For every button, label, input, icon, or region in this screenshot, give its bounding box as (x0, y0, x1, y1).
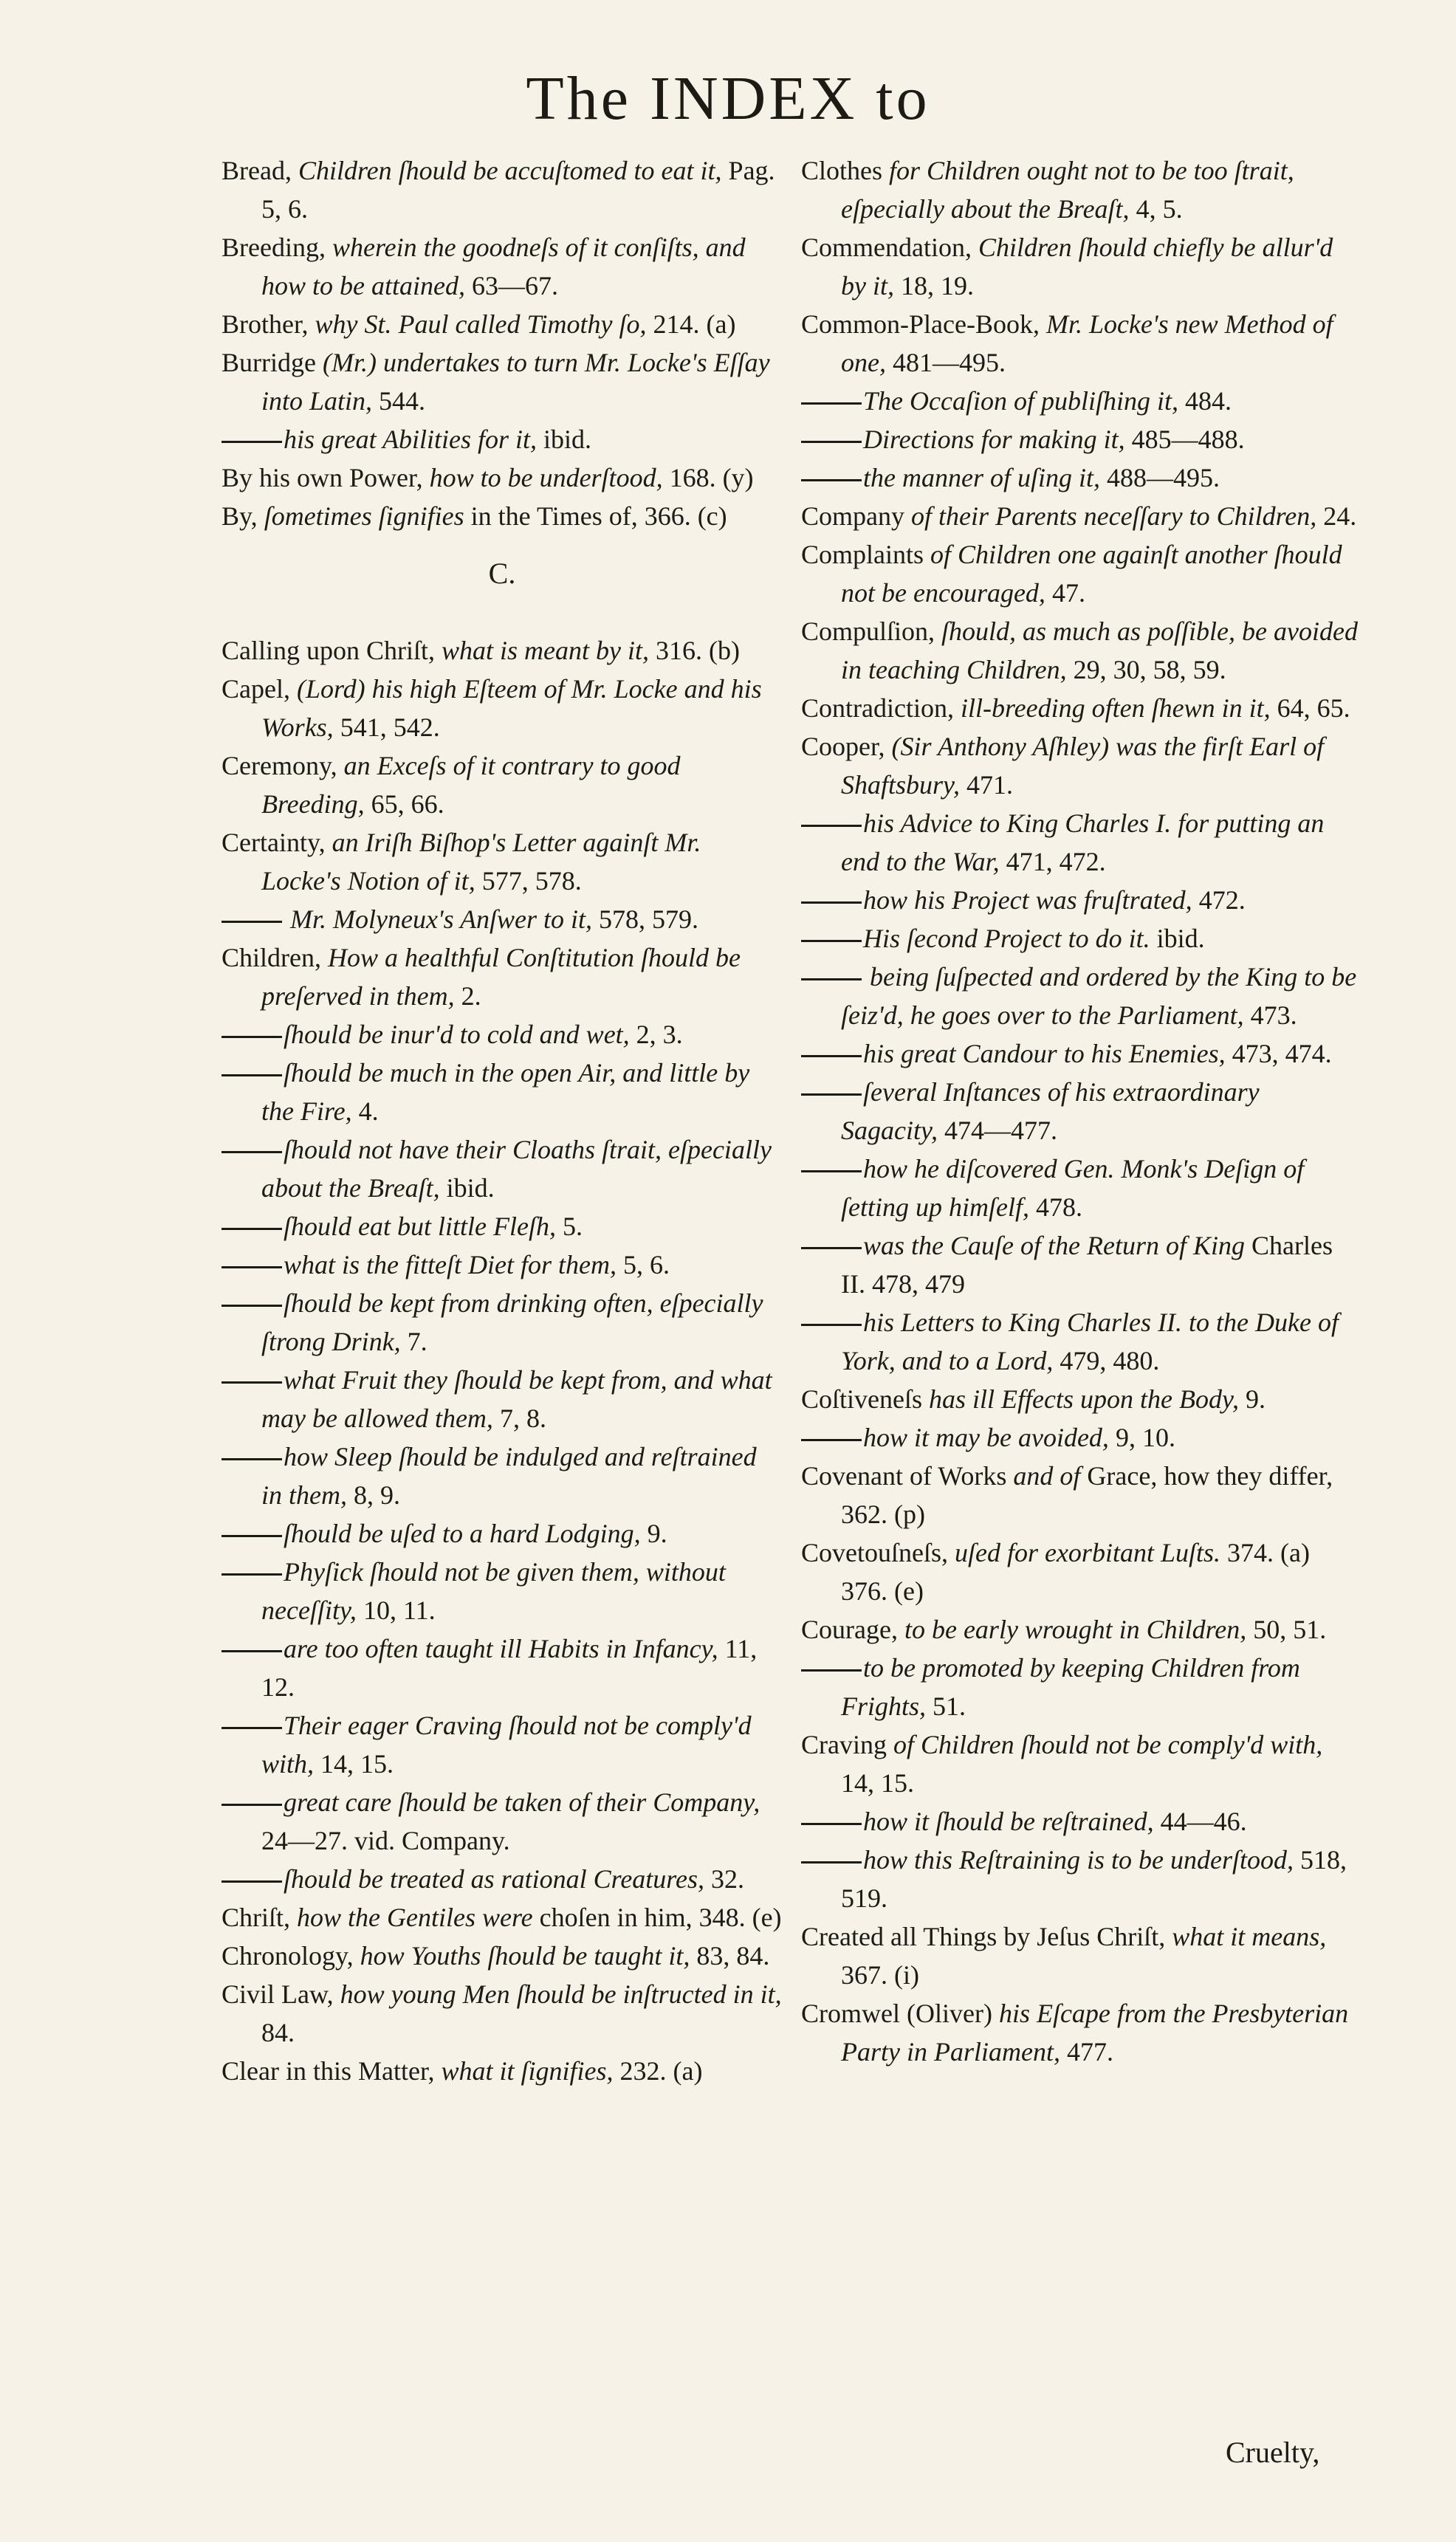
entry-headword: Craving (801, 1730, 887, 1759)
entry-description: are too often taught ill Habits in Infancy, (284, 1634, 718, 1663)
index-entry (222, 746, 783, 823)
entry-page-refs: ibid. (439, 1173, 495, 1203)
entry-page-refs: 367. (i) (841, 1960, 919, 1990)
entry-headword: Clear in this Matter, (222, 2056, 435, 2086)
entry-page-refs: 232. (a) (613, 2056, 703, 2086)
entry-headword: Courage, (801, 1615, 898, 1644)
entry-description: what is the fitteſt Diet for them, (284, 1250, 617, 1279)
entry-headword: Chriſt, (222, 1903, 291, 1932)
ditto-dash (801, 1055, 862, 1057)
entry-description: Directions for making it, (863, 425, 1125, 454)
entry-description: what it ſignifies, (434, 2056, 614, 2086)
entry-description: ſhould eat but little Fleſh, (284, 1212, 556, 1241)
entry-description: Mr. Molyneux's Anſwer to it, (284, 904, 592, 934)
index-subentry (222, 1246, 783, 1284)
ditto-dash (801, 1093, 862, 1096)
entry-description: his great Candour to his Enemies, (863, 1039, 1226, 1068)
entry-description: ſhould be uſed to a hard Lodging, (284, 1519, 641, 1548)
ditto-dash (222, 1650, 282, 1652)
entry-page-refs: 2, 3. (629, 1020, 683, 1049)
index-subentry (801, 881, 1362, 919)
index-subentry (801, 1802, 1362, 1841)
entry-description: ſhould be kept from drinking often, eſpecially ſtrong Drink, (261, 1288, 763, 1356)
entry-headword: Common-Place-Book, (801, 309, 1040, 339)
entry-page-refs: 214. (a) (646, 309, 736, 339)
entry-headword: Calling upon Chriſt, (222, 636, 436, 665)
entry-page-refs: 484. (1178, 386, 1232, 416)
entry-page-refs: 10, 11. (356, 1595, 436, 1625)
index-entry (222, 1898, 783, 1937)
entry-headword: Cooper, (801, 732, 885, 761)
index-subentry (801, 1841, 1362, 1917)
index-entry (222, 670, 783, 746)
ditto-dash (801, 1324, 862, 1326)
index-subentry (801, 1649, 1362, 1725)
entry-description: what is meant by it, (435, 636, 650, 665)
entry-headword: Civil Law, (222, 1979, 334, 2009)
entry-page-refs: 4, 5. (1129, 194, 1183, 224)
entry-page-refs: 473, 474. (1225, 1039, 1332, 1068)
entry-headword: Covetouſneſs, (801, 1538, 948, 1567)
entry-page-refs: 471. (960, 770, 1014, 800)
index-entry (222, 2052, 783, 2090)
entry-page-refs: ibid. (1150, 924, 1205, 953)
entry-description: of their Parents neceſſary to Children, (904, 501, 1317, 531)
entry-page-refs: 477. (1060, 2037, 1113, 2067)
index-entry (222, 938, 783, 1015)
entry-description: Children ſhould chiefly be allur'd by it, (841, 233, 1333, 300)
ditto-dash (222, 1151, 282, 1153)
entry-headword: Brother, (222, 309, 309, 339)
entry-description: the manner of uſing it, (863, 463, 1100, 492)
section-heading: C. (488, 557, 516, 590)
entry-page-refs: 8, 9. (346, 1480, 400, 1510)
index-entry (801, 228, 1362, 305)
entry-description: how this Reſtraining is to be underſtood, (863, 1845, 1294, 1875)
entry-description: what Fruit they ſhould be kept from, and what may be allowed them, (261, 1365, 772, 1433)
entry-description: Phyſick ſhould not be given them, without neceſſity, (261, 1557, 726, 1625)
entry-description: to be promoted by keeping Children from Frights, (841, 1653, 1300, 1721)
index-subentry (801, 958, 1362, 1034)
ditto-dash (801, 1170, 862, 1172)
ditto-dash (801, 978, 862, 980)
entry-headword: Ceremony, (222, 751, 337, 780)
entry-page-refs: 9. (1238, 1384, 1266, 1414)
ditto-dash (801, 1247, 862, 1249)
ditto-dash (222, 1266, 282, 1268)
index-entry (801, 1610, 1362, 1649)
page-title: The INDEX to (526, 64, 930, 133)
entry-headword: Cromwel (Oliver) (801, 1999, 992, 2028)
entry-page-refs: 471, 472. (999, 847, 1106, 876)
index-subentry (222, 1437, 783, 1514)
ditto-dash (222, 1458, 282, 1460)
index-entry (801, 151, 1362, 228)
index-entry (801, 727, 1362, 804)
entry-description: ſhould, as much as poſſible, be avoided in teaching Children, (841, 616, 1358, 684)
entry-headword: Chronology, (222, 1941, 354, 1971)
entry-description: great care ſhould be taken of their Company, (284, 1787, 760, 1817)
entry-description: The Occaſion of publiſhing it, (863, 386, 1178, 416)
index-subentry (222, 1514, 783, 1553)
index-entry (222, 458, 783, 497)
entry-headword: By, (222, 501, 258, 531)
index-entry (222, 228, 783, 305)
entry-description: an Iriſh Biſhop's Letter againſt Mr. Locke's Notion of it, (261, 828, 701, 896)
entry-page-refs: 9, 10. (1108, 1423, 1175, 1452)
index-entry (801, 1533, 1362, 1610)
entry-page-refs: 24. (1316, 501, 1357, 531)
entry-page-refs: 4. (351, 1096, 379, 1126)
entry-description: ſometimes ſignifies (257, 501, 464, 531)
ditto-dash (801, 479, 862, 481)
entry-description: ſhould be treated as rational Creatures, (284, 1864, 704, 1894)
entry-description: uſed for exorbitant Luſts. (947, 1538, 1220, 1567)
ditto-dash (222, 1228, 282, 1230)
ditto-dash (222, 1535, 282, 1537)
ditto-dash (222, 1381, 282, 1384)
entry-description: his Eſcape from the Presbyterian Party in Parliament, (841, 1999, 1349, 2067)
ditto-dash (801, 901, 862, 904)
entry-page-refs: 63—67. (464, 271, 558, 300)
index-entry (801, 1917, 1362, 1994)
entry-headword: Bread, (222, 156, 292, 185)
entry-description: how Youths ſhould be taught it, (353, 1941, 690, 1971)
entry-headword: Clothes (801, 156, 883, 185)
index-entry (222, 343, 783, 420)
index-subentry (222, 1015, 783, 1054)
entry-page-refs: 578, 579. (592, 904, 698, 934)
entry-page-refs: 541, 542. (333, 712, 440, 742)
index-entry (222, 151, 783, 228)
entry-description: how the Gentiles were (290, 1903, 533, 1932)
entry-description: His ſecond Project to do it. (863, 924, 1150, 953)
entry-page-refs: 29, 30, 58, 59. (1066, 655, 1226, 684)
index-entry (222, 497, 783, 535)
entry-page-refs: 481—495. (885, 348, 1006, 377)
index-entry (801, 497, 1362, 535)
entry-description: ſhould not have their Cloaths ſtrait, eſpecially about the Breaſt, (261, 1135, 772, 1203)
entry-page-refs: 47. (1045, 578, 1085, 608)
left-column (222, 151, 783, 2090)
index-entry (222, 631, 783, 670)
index-subentry (801, 919, 1362, 958)
entry-headword: Coſtiveneſs (801, 1384, 922, 1414)
entry-page-refs: Pag. 5, 6. (261, 156, 775, 224)
entry-page-refs: 51. (926, 1691, 966, 1721)
entry-description: Children ſhould be accuſtomed to eat it, (291, 156, 722, 185)
entry-description: wherein the goodneſs of it conſiſts, and how to be attained, (261, 233, 746, 300)
index-subentry (222, 1207, 783, 1246)
entry-headword: Covenant of Works (801, 1461, 1007, 1491)
entry-page-refs: 518, 519. (841, 1845, 1347, 1913)
ditto-dash (801, 825, 862, 827)
entry-page-refs: 14, 15. (841, 1768, 914, 1798)
catchword: Cruelty, (1226, 2436, 1320, 2469)
entry-description: to be early wrought in Children, (897, 1615, 1247, 1644)
entry-page-refs: 24—27. vid. Company. (261, 1826, 510, 1855)
entry-page-refs: 316. (b) (649, 636, 740, 665)
entry-page-refs: 5. (555, 1212, 583, 1241)
entry-description: how Sleep ſhould be indulged and reſtrained in them, (261, 1442, 757, 1510)
index-entry (222, 1937, 783, 1975)
entry-page-refs: 18, 19. (893, 271, 974, 300)
index-subentry (222, 1284, 783, 1361)
index-subentry (801, 1150, 1362, 1226)
entry-description: ill-breeding often ſhewn in it, (953, 693, 1271, 723)
entry-page-refs: 11, 12. (261, 1634, 758, 1702)
ditto-dash (222, 1573, 282, 1576)
index-subentry (801, 1303, 1362, 1380)
entry-page-refs: 50, 51. (1246, 1615, 1327, 1644)
index-subentry (801, 804, 1362, 881)
ditto-dash (222, 1305, 282, 1307)
entry-description: ſeveral Inſtances of his extraordinary Sagacity, (841, 1077, 1260, 1145)
index-subentry (801, 382, 1362, 420)
ditto-dash (222, 1880, 282, 1883)
entry-description: of Children ſhould not be comply'd with, (886, 1730, 1323, 1759)
entry-headword: Capel, (222, 674, 290, 704)
index-entry (222, 1975, 783, 2052)
entry-description: How a healthful Conſtitution ſhould be preſerved in them, (261, 943, 741, 1011)
index-subentry (222, 1706, 783, 1783)
entry-page-refs: 84. (261, 2018, 295, 2047)
entry-headword: Contradiction, (801, 693, 954, 723)
entry-page-refs: 474—477. (937, 1116, 1057, 1145)
ditto-dash (222, 1727, 282, 1729)
ditto-dash (801, 402, 862, 405)
entry-description: has ill Effects upon the Body, (922, 1384, 1239, 1414)
entry-page-refs: 577, 578. (475, 866, 582, 896)
entry-headword: Complaints (801, 540, 924, 569)
entry-headword: Breeding, (222, 233, 326, 262)
index-entry (801, 1725, 1362, 1802)
index-subentry (801, 458, 1362, 497)
entry-page-refs: 44—46. (1153, 1807, 1247, 1836)
index-subentry (222, 1783, 783, 1860)
ditto-dash (801, 1669, 862, 1672)
entry-headword: Burridge (222, 348, 316, 377)
index-subentry (801, 1034, 1362, 1073)
entry-description: (Sir Anthony Aſhley) was the firſt Earl of Shaftsbury, (841, 732, 1325, 800)
entry-page-refs: 168. (y) (662, 463, 754, 492)
entry-description: being ſuſpected and ordered by the King to be ſeiz'd, he goes over to the Parliament, (841, 962, 1357, 1030)
index-subentry (222, 1860, 783, 1898)
index-subentry (222, 900, 783, 938)
entry-description: an Exceſs of it contrary to good Breeding, (261, 751, 681, 819)
index-entry (801, 1380, 1362, 1418)
entry-page-refs: 485—488. (1124, 425, 1245, 454)
entry-page-refs: 83, 84. (690, 1941, 770, 1971)
ditto-dash (801, 940, 862, 942)
entry-headword: Children, (222, 943, 321, 972)
entry-headword: Company (801, 501, 904, 531)
entry-page-refs: 488—495. (1099, 463, 1220, 492)
entry-description: how to be underſtood, (422, 463, 663, 492)
entry-description: his great Abilities for it, (284, 425, 538, 454)
entry-description: how he diſcovered Gen. Monk's Deſign of ſetting up himſelf, (841, 1154, 1305, 1222)
entry-description: of Children one againſt another ſhould not be encouraged, (841, 540, 1342, 608)
entry-description: and of (1006, 1461, 1081, 1491)
entry-page-refs: 7, 8. (492, 1404, 546, 1433)
entry-page-refs: 32. (704, 1864, 744, 1894)
entry-page-refs: 478. (1029, 1192, 1082, 1222)
entry-page-refs: 65, 66. (364, 789, 444, 819)
ditto-dash (222, 1074, 282, 1076)
ditto-dash (801, 1861, 862, 1863)
entry-page-refs: 64, 65. (1270, 693, 1350, 723)
index-subentry (222, 1361, 783, 1437)
entry-page-refs: 473. (1243, 1000, 1297, 1030)
entry-page-refs: ibid. (537, 425, 592, 454)
index-entry (801, 689, 1362, 727)
entry-headword: Compulſion, (801, 616, 935, 646)
index-entry (801, 612, 1362, 689)
entry-page-refs: 5, 6. (616, 1250, 670, 1279)
entry-description: how it ſhould be reſtrained, (863, 1807, 1154, 1836)
index-subentry (222, 1553, 783, 1629)
ditto-dash (222, 921, 282, 923)
entry-page-refs: in the Times of, 366. (c) (464, 501, 727, 531)
entry-page-refs: choſen in him, 348. (e) (532, 1903, 782, 1932)
entry-page-refs: 374. (a) 376. (e) (841, 1538, 1310, 1606)
index-subentry (801, 1418, 1362, 1457)
index-entry (801, 305, 1362, 382)
entry-headword: By his own Power, (222, 463, 423, 492)
ditto-dash (222, 441, 282, 443)
entry-headword: Commendation, (801, 233, 972, 262)
entry-page-refs: 472. (1192, 885, 1246, 915)
entry-description: (Lord) his high Eſteem of Mr. Locke and his Works, (261, 674, 762, 742)
entry-page-refs: 479, 480. (1053, 1346, 1160, 1375)
entry-description: how it may be avoided, (863, 1423, 1109, 1452)
entry-description: Mr. Locke's new Method of one, (841, 309, 1333, 377)
entry-page-refs: 7. (400, 1327, 427, 1356)
entry-headword: Created all Things by Jeſus Chriſt, (801, 1922, 1166, 1951)
ditto-dash (801, 1823, 862, 1825)
entry-description: how his Project was fruſtrated, (863, 885, 1192, 915)
index-entry (222, 305, 783, 343)
entry-description: Their eager Craving ſhould not be comply'd with, (261, 1711, 752, 1779)
ditto-dash (801, 441, 862, 443)
entry-page-refs: 544. (372, 386, 426, 416)
entry-description: what it means, (1165, 1922, 1327, 1951)
right-column (801, 151, 1362, 2071)
entry-description: ſhould be inur'd to cold and wet, (284, 1020, 630, 1049)
index-subentry (222, 1054, 783, 1130)
entry-headword: Certainty, (222, 828, 326, 857)
ditto-dash (222, 1804, 282, 1806)
index-entry (801, 1994, 1362, 2071)
entry-description: ſhould be much in the open Air, and little by the Fire, (261, 1058, 750, 1126)
entry-description: his Letters to King Charles II. to the Duke of York, and to a Lord, (841, 1308, 1339, 1375)
index-subentry (222, 420, 783, 458)
entry-page-refs: Grace, how they differ, 362. (p) (841, 1461, 1333, 1529)
ditto-dash (801, 1439, 862, 1441)
entry-description: how young Men ſhould be inſtructed in it, (333, 1979, 782, 2009)
index-subentry (801, 1073, 1362, 1150)
index-subentry (801, 1226, 1362, 1303)
entry-description: for Children ought not to be too ſtrait, eſpecially about the Breaſt, (841, 156, 1294, 224)
entry-page-refs: 2. (454, 981, 481, 1011)
index-entry (801, 1457, 1362, 1533)
entry-description: his Advice to King Charles I. for putting an end to the War, (841, 808, 1325, 876)
ditto-dash (222, 1036, 282, 1038)
entry-description: (Mr.) undertakes to turn Mr. Locke's Eſſay into Latin, (261, 348, 770, 416)
index-subentry (222, 1130, 783, 1207)
entry-description: was the Cauſe of the Return of King (863, 1231, 1245, 1260)
index-entry (801, 535, 1362, 612)
index-subentry (801, 420, 1362, 458)
entry-description: why St. Paul called Timothy ſo, (308, 309, 647, 339)
index-subentry (222, 1629, 783, 1706)
entry-page-refs: 14, 15. (314, 1749, 394, 1779)
entry-page-refs: Charles II. 478, 479 (841, 1231, 1333, 1299)
entry-page-refs: 9. (640, 1519, 667, 1548)
index-entry (222, 823, 783, 900)
